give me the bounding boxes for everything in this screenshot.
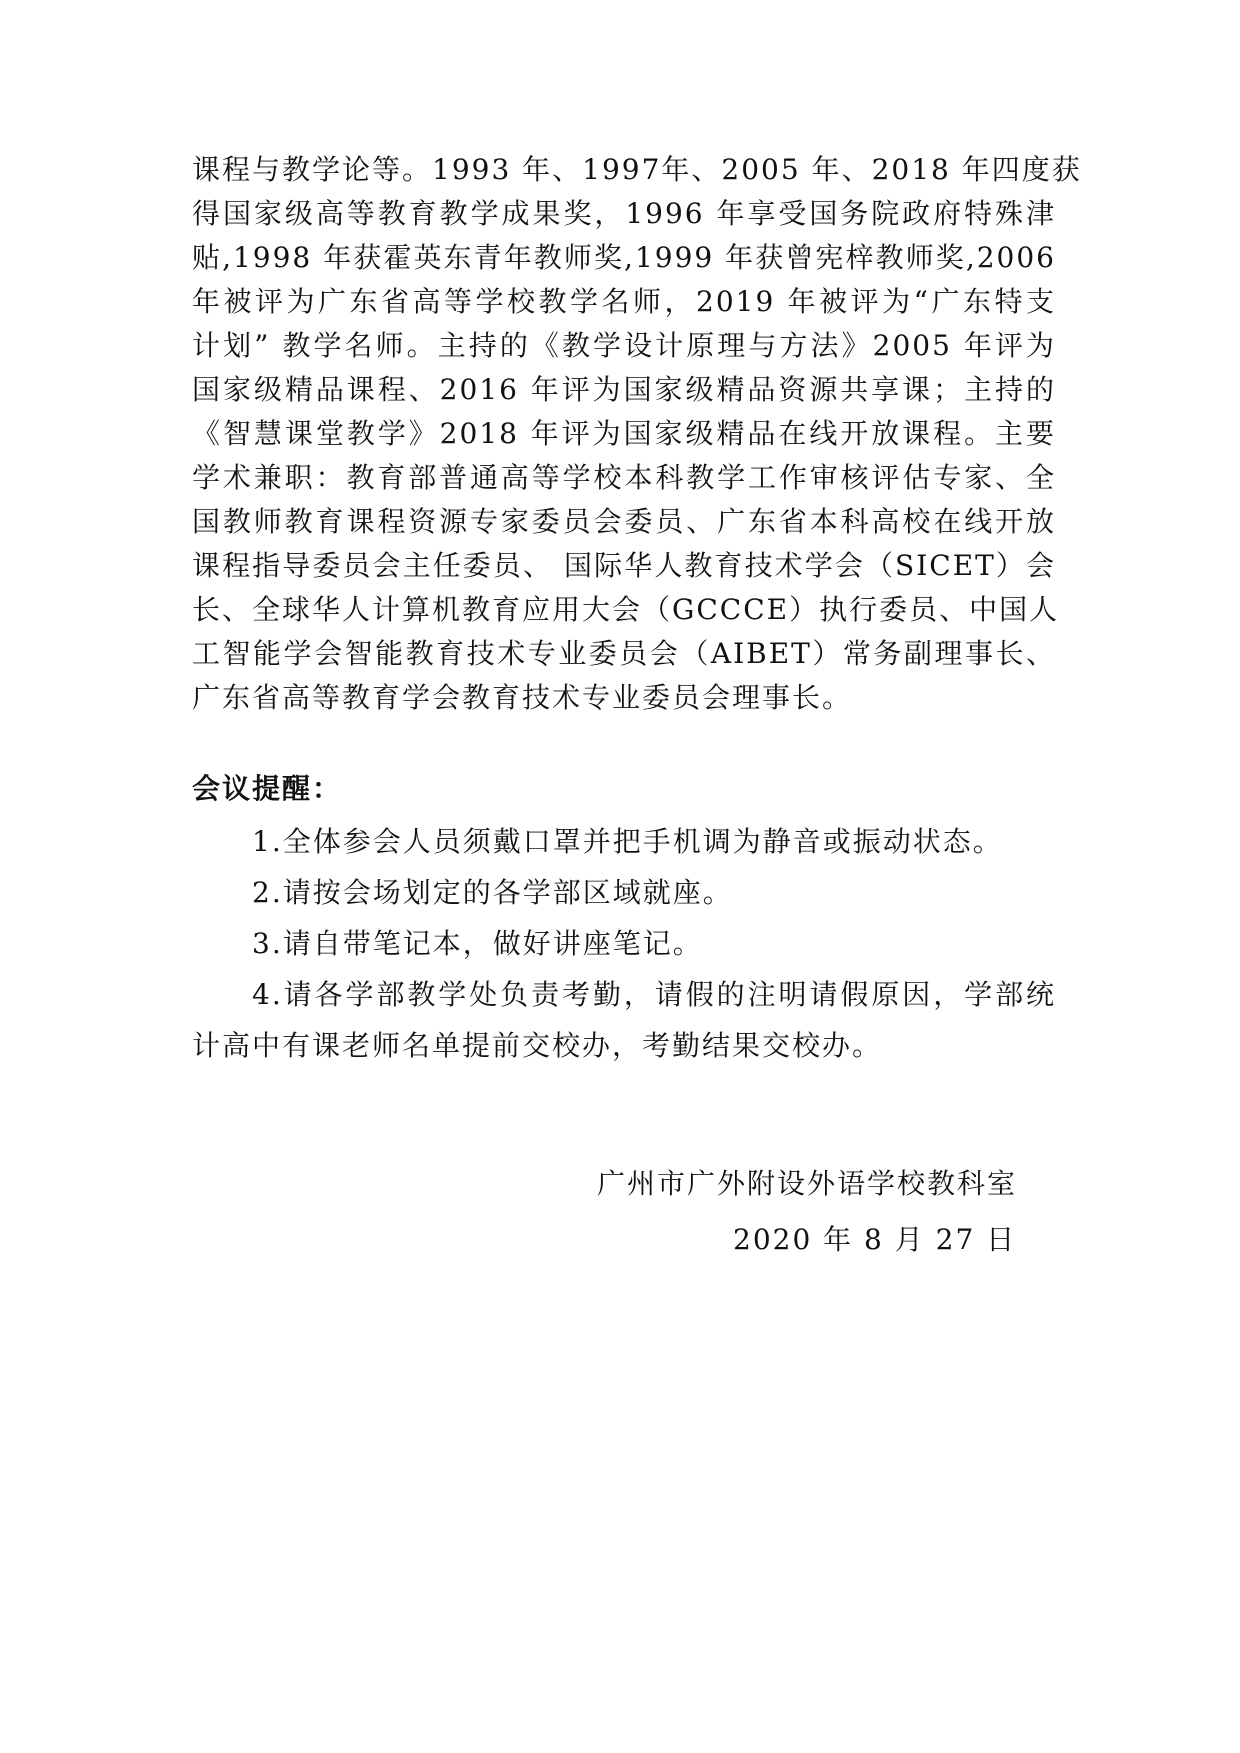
reminder-item: 3.请自带笔记本，做好讲座笔记。 bbox=[252, 927, 703, 960]
bio-line: 年被评为广东省高等学校教学名师，2019 年被评为“广东特支 bbox=[192, 285, 1056, 318]
bio-line: 长、全球华人计算机教育应用大会（GCCCE）执行委员、中国人 bbox=[192, 593, 1060, 626]
bio-line: 得国家级高等教育教学成果奖，1996 年享受国务院政府特殊津 bbox=[192, 197, 1056, 230]
bio-line: 学术兼职：教育部普通高等学校本科教学工作审核评估专家、全 bbox=[192, 461, 1056, 494]
issue-date: 2020 年 8 月 27 日 bbox=[733, 1223, 1017, 1256]
reminder-item-continuation: 计高中有课老师名单提前交校办，考勤结果交校办。 bbox=[192, 1029, 883, 1062]
reminder-item: 2.请按会场划定的各学部区域就座。 bbox=[252, 876, 733, 909]
reminder-item: 4.请各学部教学处负责考勤，请假的注明请假原因，学部统 bbox=[252, 978, 1056, 1011]
bio-line: 课程指导委员会主任委员、 国际华人教育技术学会（SICET）会 bbox=[192, 549, 1056, 582]
bio-line: 《智慧课堂教学》2018 年评为国家级精品在线开放课程。主要 bbox=[192, 417, 1056, 450]
reminder-item: 1.全体参会人员须戴口罩并把手机调为静音或振动状态。 bbox=[252, 825, 1003, 858]
bio-line: 计划” 教学名师。主持的《教学设计原理与方法》2005 年评为 bbox=[192, 329, 1056, 362]
bio-line: 工智能学会智能教育技术专业委员会（AIBET）常务副理事长、 bbox=[192, 637, 1056, 670]
bio-paragraph bbox=[192, 148, 1082, 720]
bio-line: 贴,1998 年获霍英东青年教师奖,1999 年获曾宪梓教师奖,2006 bbox=[192, 241, 1056, 274]
bio-line: 国家级精品课程、2016 年评为国家级精品资源共享课；主持的 bbox=[192, 373, 1056, 406]
bio-line: 国教师教育课程资源专家委员会委员、广东省本科高校在线开放 bbox=[192, 505, 1056, 538]
document-body bbox=[192, 148, 1082, 1071]
bio-line: 广东省高等教育学会教育技术专业委员会理事长。 bbox=[192, 681, 853, 714]
bio-line: 课程与教学论等。1993 年、1997年、2005 年、2018 年四度获 bbox=[192, 153, 1082, 186]
issuing-organization: 广州市广外附设外语学校教科室 bbox=[597, 1167, 1018, 1200]
reminder-heading: 会议提醒： bbox=[192, 772, 343, 805]
reminder-list bbox=[192, 816, 1056, 1071]
section-gap bbox=[192, 720, 1056, 766]
